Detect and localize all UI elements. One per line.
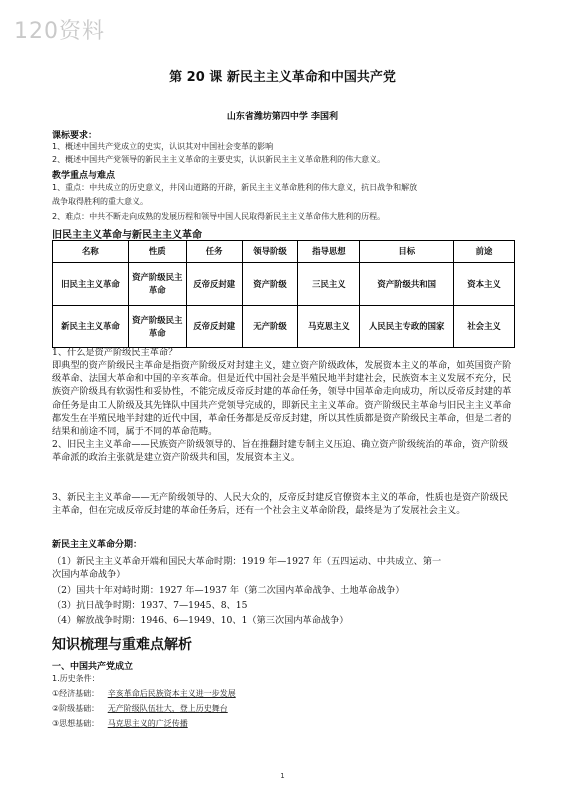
table-cell: 反帝反封建 [186,306,242,348]
period-item: 次国内革命战争） [52,569,126,580]
standards-item: 2、概述中国共产党领导的新民主主义革命的主要史实，认识新民主主义革命胜利的伟大意义。 [52,155,386,164]
table-header-cell: 任务 [186,241,242,263]
condition-label: ①经济基础： [52,689,100,698]
table-cell: 无产阶级 [242,306,298,348]
keypoints-line: 战争取得胜利的重大意义。 [52,197,148,206]
condition-item [52,718,188,729]
period-item: （3）抗日战争时期：1937、7—1945、8、15 [52,600,248,611]
watermark: 120资料 [14,19,105,44]
paragraph-3: 3、新民主主义革命——无产阶级领导的、人民大众的，反帝反封建反官僚资本主义的革命，性质也是资产阶级民主革命，但在完成反帝反封建的革命任务后，还有一个社会主义革命阶段，最终是为了发展社会主义。 [52,492,509,517]
paragraph-1: 即典型的资产阶级民主革命是指资产阶级反对封建主义，建立资产阶级政体，发展资本主义的革命，如英国资产阶级革命、法国大革命和中国的辛亥革命。但是近代中国社会是半殖民地半封建社会，民族资本主义发展不充分，民族资产阶级具有软弱性和妥协性，不能完成反帝反封建的革命任务，领导中国革命走向成功，所以反帝反封建的革命任务是由工人阶级及其先锋队中国共产党领导完成的，即新民主主义革命。资产阶级民主革命与旧民主主义革命都发生在半殖民地半封建的近代中国，革命任务都是反帝反封建，所以其性质都是资产阶级民主革命，但是二者的结果和前途不同，属于不同的革命范畴。 [52,360,512,438]
table-header-cell: 目标 [360,241,454,263]
page-number: 1 [280,772,285,780]
condition-label: ②阶级基础： [52,704,100,713]
table-header-row [53,241,515,263]
question-1: 1、什么是资产阶级民主革命？ [52,347,178,358]
standards-item: 1、概述中国共产党成立的史实，认识其对中国社会变革的影响 [52,142,274,151]
condition-text: 无产阶级队伍壮大，登上历史舞台 [107,704,228,713]
table-row [53,306,515,348]
table-title: 旧民主主义革命与新民主主义革命 [52,230,202,241]
conditions-label: 1.历史条件： [52,674,100,683]
table-header-cell: 领导阶级 [242,241,298,263]
table-row [53,263,515,306]
section-title: 知识梳理与重难点解析 [52,637,192,653]
period-item: （4）解放战争时期：1946、6—1949、10、1（第三次国内革命战争） [52,615,349,626]
table-cell: 马克思主义 [298,306,360,348]
table-header-cell: 前途 [454,241,515,263]
period-item: （2）国共十年对峙时期：1927 年—1937 年（第二次国内革命战争、土地革命战争） [52,585,405,596]
paragraph-2: 2、旧民主主义革命——民族资产阶级领导的、旨在推翻封建专制主义压迫、确立资产阶级统治的革命，资产阶级革命派的政治主张就是建立资产阶级共和国，发展资本主义。 [52,439,509,464]
table-header-cell: 性质 [128,241,186,263]
standards-heading: 课标要求： [52,131,98,141]
comparison-table [52,240,515,348]
page-title: 第 20 课 新民主主义革命和中国共产党 [169,70,396,85]
table-cell: 资本主义 [454,263,515,306]
condition-item [52,688,236,699]
table-header-cell: 名称 [53,241,129,263]
condition-text: 马克思主义的广泛传播 [107,719,188,728]
section-subtitle: 一、中国共产党成立 [52,662,134,672]
table-cell: 新民主主义革命 [53,306,129,348]
table-cell: 资产阶级民主革命 [128,306,186,348]
table-cell: 社会主义 [454,306,515,348]
table-cell: 资产阶级共和国 [360,263,454,306]
keypoints-line: 2、难点：中共不断走向成熟的发展历程和领导中国人民取得新民主主义革命伟大胜利的历程。 [52,212,386,221]
table-cell: 三民主义 [298,263,360,306]
condition-label: ③思想基础： [52,719,100,728]
table-cell: 人民民主专政的国家 [360,306,454,348]
keypoints-line: 1、重点：中共成立的历史意义，井冈山道路的开辟，新民主主义革命胜利的伟大意义，抗日战争和解放 [52,183,418,192]
table-cell: 资产阶级民主革命 [128,263,186,306]
table-cell: 资产阶级 [242,263,298,306]
author-line: 山东省潍坊第四中学 李国利 [226,112,339,122]
table-cell: 反帝反封建 [186,263,242,306]
table-cell: 旧民主主义革命 [53,263,129,306]
period-item: （1）新民主主义革命开端和国民大革命时期：1919 年—1927 年（五四运动、中共成立、第一 [52,556,442,567]
condition-text: 辛亥革命后民族资本主义进一步发展 [107,689,236,698]
condition-item [52,703,228,714]
table-header-cell: 指导思想 [298,241,360,263]
periods-heading: 新民主主义革命分期： [52,540,143,550]
keypoints-heading: 教学重点与难点 [52,171,116,181]
